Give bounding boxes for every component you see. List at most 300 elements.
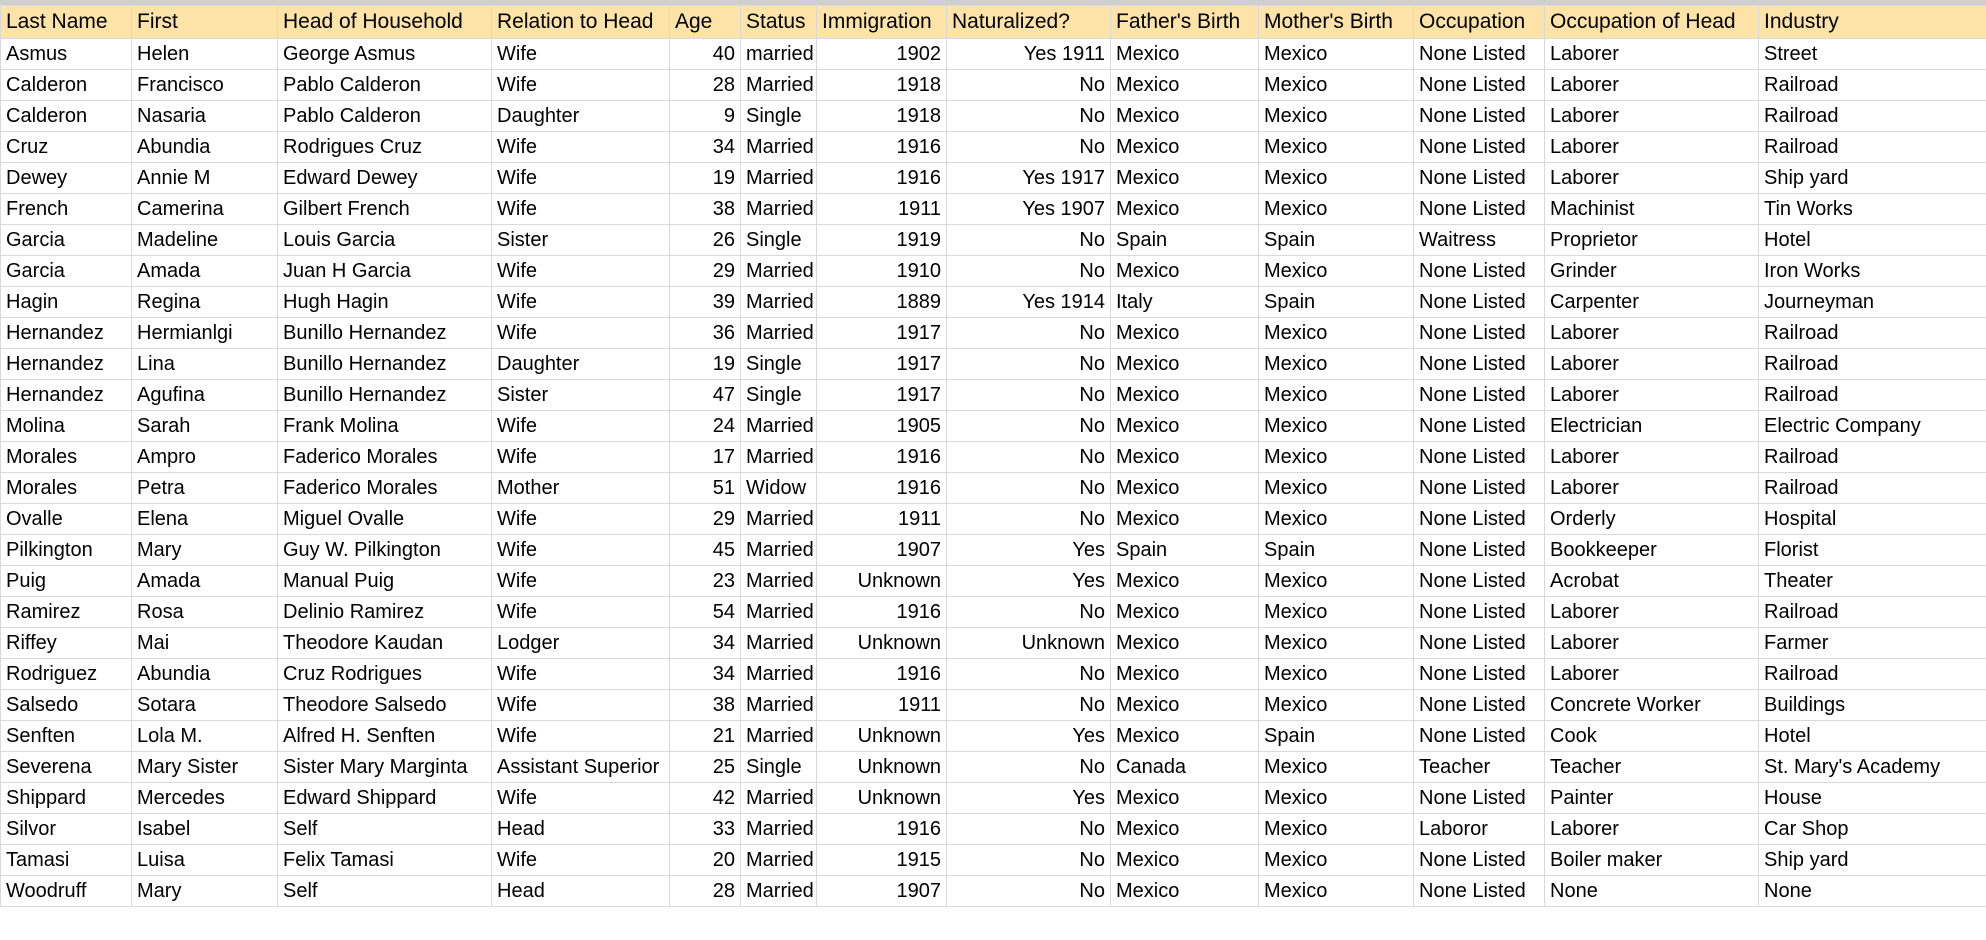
cell-age[interactable]: 34 (670, 132, 741, 163)
cell-first[interactable]: Rosa (132, 597, 278, 628)
cell-occupation[interactable]: None Listed (1414, 845, 1545, 876)
cell-age[interactable]: 9 (670, 101, 741, 132)
cell-occ_head[interactable]: Bookkeeper (1545, 535, 1759, 566)
cell-immigration[interactable]: 1918 (817, 70, 947, 101)
cell-immigration[interactable]: Unknown (817, 566, 947, 597)
cell-naturalized[interactable]: No (947, 318, 1111, 349)
cell-occupation[interactable]: None Listed (1414, 504, 1545, 535)
cell-age[interactable]: 38 (670, 690, 741, 721)
cell-immigration[interactable]: 1910 (817, 256, 947, 287)
cell-last[interactable]: Salsedo (1, 690, 132, 721)
cell-mother[interactable]: Mexico (1259, 504, 1414, 535)
cell-occ_head[interactable]: Laborer (1545, 70, 1759, 101)
cell-first[interactable]: Elena (132, 504, 278, 535)
cell-first[interactable]: Mercedes (132, 783, 278, 814)
cell-naturalized[interactable]: Yes (947, 566, 1111, 597)
cell-mother[interactable]: Mexico (1259, 597, 1414, 628)
cell-status[interactable]: Married (741, 628, 817, 659)
column-header-head[interactable]: Head of Household (278, 6, 492, 39)
cell-immigration[interactable]: Unknown (817, 721, 947, 752)
cell-father[interactable]: Mexico (1111, 783, 1259, 814)
cell-last[interactable]: Hagin (1, 287, 132, 318)
column-header-naturalized[interactable]: Naturalized? (947, 6, 1111, 39)
cell-age[interactable]: 29 (670, 256, 741, 287)
cell-relation[interactable]: Wife (492, 256, 670, 287)
cell-naturalized[interactable]: Yes (947, 535, 1111, 566)
cell-age[interactable]: 40 (670, 39, 741, 70)
cell-industry[interactable]: Car Shop (1759, 814, 1986, 845)
cell-head[interactable]: Edward Dewey (278, 163, 492, 194)
cell-head[interactable]: Manual Puig (278, 566, 492, 597)
cell-head[interactable]: Guy W. Pilkington (278, 535, 492, 566)
cell-naturalized[interactable]: No (947, 845, 1111, 876)
cell-relation[interactable]: Head (492, 876, 670, 907)
cell-status[interactable]: Single (741, 752, 817, 783)
cell-status[interactable]: Married (741, 783, 817, 814)
cell-mother[interactable]: Mexico (1259, 659, 1414, 690)
cell-relation[interactable]: Wife (492, 721, 670, 752)
cell-status[interactable]: Widow (741, 473, 817, 504)
cell-status[interactable]: Single (741, 225, 817, 256)
cell-naturalized[interactable]: No (947, 690, 1111, 721)
cell-first[interactable]: Mary Sister (132, 752, 278, 783)
cell-father[interactable]: Mexico (1111, 504, 1259, 535)
cell-relation[interactable]: Wife (492, 535, 670, 566)
cell-age[interactable]: 33 (670, 814, 741, 845)
cell-naturalized[interactable]: Yes 1914 (947, 287, 1111, 318)
cell-naturalized[interactable]: No (947, 380, 1111, 411)
cell-occ_head[interactable]: Laborer (1545, 318, 1759, 349)
cell-occ_head[interactable]: Laborer (1545, 163, 1759, 194)
cell-status[interactable]: Married (741, 814, 817, 845)
cell-status[interactable]: Married (741, 504, 817, 535)
cell-relation[interactable]: Wife (492, 39, 670, 70)
cell-age[interactable]: 54 (670, 597, 741, 628)
cell-mother[interactable]: Mexico (1259, 349, 1414, 380)
column-header-father[interactable]: Father's Birth (1111, 6, 1259, 39)
cell-age[interactable]: 19 (670, 163, 741, 194)
cell-immigration[interactable]: 1917 (817, 349, 947, 380)
cell-age[interactable]: 20 (670, 845, 741, 876)
cell-last[interactable]: Ramirez (1, 597, 132, 628)
cell-relation[interactable]: Wife (492, 597, 670, 628)
cell-head[interactable]: Frank Molina (278, 411, 492, 442)
cell-naturalized[interactable]: Yes 1917 (947, 163, 1111, 194)
cell-last[interactable]: Asmus (1, 39, 132, 70)
cell-age[interactable]: 42 (670, 783, 741, 814)
cell-father[interactable]: Mexico (1111, 70, 1259, 101)
cell-father[interactable]: Mexico (1111, 349, 1259, 380)
cell-father[interactable]: Mexico (1111, 473, 1259, 504)
cell-first[interactable]: Abundia (132, 132, 278, 163)
cell-occ_head[interactable]: Orderly (1545, 504, 1759, 535)
cell-relation[interactable]: Mother (492, 473, 670, 504)
cell-mother[interactable]: Spain (1259, 287, 1414, 318)
cell-mother[interactable]: Mexico (1259, 194, 1414, 225)
cell-relation[interactable]: Wife (492, 318, 670, 349)
cell-industry[interactable]: Railroad (1759, 101, 1986, 132)
cell-occupation[interactable]: None Listed (1414, 473, 1545, 504)
cell-age[interactable]: 39 (670, 287, 741, 318)
cell-father[interactable]: Mexico (1111, 256, 1259, 287)
cell-occ_head[interactable]: Laborer (1545, 659, 1759, 690)
cell-status[interactable]: married (741, 39, 817, 70)
cell-occ_head[interactable]: Carpenter (1545, 287, 1759, 318)
cell-mother[interactable]: Spain (1259, 721, 1414, 752)
cell-occ_head[interactable]: Acrobat (1545, 566, 1759, 597)
cell-industry[interactable]: Ship yard (1759, 845, 1986, 876)
cell-age[interactable]: 51 (670, 473, 741, 504)
cell-immigration[interactable]: 1902 (817, 39, 947, 70)
cell-status[interactable]: Single (741, 349, 817, 380)
cell-mother[interactable]: Mexico (1259, 473, 1414, 504)
cell-industry[interactable]: Railroad (1759, 442, 1986, 473)
cell-mother[interactable]: Mexico (1259, 814, 1414, 845)
cell-last[interactable]: Shippard (1, 783, 132, 814)
cell-mother[interactable]: Spain (1259, 225, 1414, 256)
cell-head[interactable]: Self (278, 876, 492, 907)
cell-naturalized[interactable]: No (947, 597, 1111, 628)
cell-head[interactable]: George Asmus (278, 39, 492, 70)
cell-status[interactable]: Married (741, 442, 817, 473)
cell-relation[interactable]: Wife (492, 411, 670, 442)
cell-last[interactable]: Hernandez (1, 349, 132, 380)
cell-first[interactable]: Mary (132, 876, 278, 907)
column-header-status[interactable]: Status (741, 6, 817, 39)
cell-father[interactable]: Mexico (1111, 101, 1259, 132)
cell-occupation[interactable]: None Listed (1414, 380, 1545, 411)
cell-father[interactable]: Italy (1111, 287, 1259, 318)
cell-status[interactable]: Married (741, 256, 817, 287)
cell-occupation[interactable]: None Listed (1414, 39, 1545, 70)
cell-last[interactable]: Severena (1, 752, 132, 783)
cell-father[interactable]: Spain (1111, 225, 1259, 256)
cell-father[interactable]: Mexico (1111, 566, 1259, 597)
cell-first[interactable]: Nasaria (132, 101, 278, 132)
cell-occ_head[interactable]: Laborer (1545, 380, 1759, 411)
cell-naturalized[interactable]: No (947, 752, 1111, 783)
cell-industry[interactable]: Railroad (1759, 349, 1986, 380)
cell-immigration[interactable]: 1916 (817, 659, 947, 690)
cell-industry[interactable]: Tin Works (1759, 194, 1986, 225)
cell-immigration[interactable]: 1916 (817, 132, 947, 163)
cell-age[interactable]: 38 (670, 194, 741, 225)
cell-relation[interactable]: Assistant Superior (492, 752, 670, 783)
cell-occupation[interactable]: None Listed (1414, 318, 1545, 349)
cell-head[interactable]: Louis Garcia (278, 225, 492, 256)
cell-head[interactable]: Gilbert French (278, 194, 492, 225)
cell-age[interactable]: 24 (670, 411, 741, 442)
cell-age[interactable]: 45 (670, 535, 741, 566)
cell-status[interactable]: Single (741, 101, 817, 132)
cell-mother[interactable]: Mexico (1259, 411, 1414, 442)
cell-first[interactable]: Lina (132, 349, 278, 380)
cell-naturalized[interactable]: No (947, 876, 1111, 907)
cell-immigration[interactable]: 1907 (817, 876, 947, 907)
cell-last[interactable]: Pilkington (1, 535, 132, 566)
cell-occ_head[interactable]: Boiler maker (1545, 845, 1759, 876)
column-header-occupation[interactable]: Occupation (1414, 6, 1545, 39)
cell-age[interactable]: 29 (670, 504, 741, 535)
cell-last[interactable]: Tamasi (1, 845, 132, 876)
cell-mother[interactable]: Mexico (1259, 845, 1414, 876)
cell-occupation[interactable]: None Listed (1414, 566, 1545, 597)
cell-naturalized[interactable]: No (947, 504, 1111, 535)
cell-status[interactable]: Married (741, 132, 817, 163)
column-header-occ_head[interactable]: Occupation of Head (1545, 6, 1759, 39)
cell-industry[interactable]: Florist (1759, 535, 1986, 566)
cell-occupation[interactable]: None Listed (1414, 597, 1545, 628)
cell-head[interactable]: Alfred H. Senften (278, 721, 492, 752)
cell-industry[interactable]: Railroad (1759, 70, 1986, 101)
cell-father[interactable]: Mexico (1111, 876, 1259, 907)
cell-immigration[interactable]: Unknown (817, 752, 947, 783)
cell-occupation[interactable]: None Listed (1414, 659, 1545, 690)
cell-father[interactable]: Mexico (1111, 132, 1259, 163)
cell-head[interactable]: Miguel Ovalle (278, 504, 492, 535)
cell-relation[interactable]: Wife (492, 287, 670, 318)
cell-last[interactable]: Garcia (1, 225, 132, 256)
cell-status[interactable]: Married (741, 194, 817, 225)
cell-status[interactable]: Married (741, 876, 817, 907)
cell-first[interactable]: Mary (132, 535, 278, 566)
cell-last[interactable]: Silvor (1, 814, 132, 845)
cell-first[interactable]: Mai (132, 628, 278, 659)
cell-first[interactable]: Madeline (132, 225, 278, 256)
cell-industry[interactable]: Ship yard (1759, 163, 1986, 194)
cell-father[interactable]: Mexico (1111, 39, 1259, 70)
cell-head[interactable]: Bunillo Hernandez (278, 349, 492, 380)
cell-status[interactable]: Single (741, 380, 817, 411)
cell-mother[interactable]: Mexico (1259, 39, 1414, 70)
cell-head[interactable]: Delinio Ramirez (278, 597, 492, 628)
cell-naturalized[interactable]: Yes (947, 783, 1111, 814)
cell-status[interactable]: Married (741, 318, 817, 349)
cell-relation[interactable]: Head (492, 814, 670, 845)
cell-naturalized[interactable]: No (947, 70, 1111, 101)
cell-head[interactable]: Cruz Rodrigues (278, 659, 492, 690)
cell-industry[interactable]: Railroad (1759, 473, 1986, 504)
cell-mother[interactable]: Mexico (1259, 101, 1414, 132)
cell-occ_head[interactable]: Proprietor (1545, 225, 1759, 256)
cell-last[interactable]: Calderon (1, 70, 132, 101)
cell-mother[interactable]: Mexico (1259, 70, 1414, 101)
cell-father[interactable]: Mexico (1111, 318, 1259, 349)
cell-occupation[interactable]: None Listed (1414, 411, 1545, 442)
cell-last[interactable]: Rodriguez (1, 659, 132, 690)
cell-occ_head[interactable]: Laborer (1545, 473, 1759, 504)
column-header-mother[interactable]: Mother's Birth (1259, 6, 1414, 39)
cell-age[interactable]: 28 (670, 70, 741, 101)
cell-occ_head[interactable]: Cook (1545, 721, 1759, 752)
cell-head[interactable]: Pablo Calderon (278, 101, 492, 132)
cell-head[interactable]: Faderico Morales (278, 473, 492, 504)
cell-immigration[interactable]: Unknown (817, 783, 947, 814)
cell-head[interactable]: Self (278, 814, 492, 845)
cell-occupation[interactable]: None Listed (1414, 628, 1545, 659)
cell-first[interactable]: Amada (132, 566, 278, 597)
column-header-last[interactable]: Last Name (1, 6, 132, 39)
cell-father[interactable]: Mexico (1111, 411, 1259, 442)
cell-relation[interactable]: Wife (492, 783, 670, 814)
column-header-immigration[interactable]: Immigration (817, 6, 947, 39)
cell-first[interactable]: Petra (132, 473, 278, 504)
cell-occupation[interactable]: None Listed (1414, 442, 1545, 473)
column-header-first[interactable]: First (132, 6, 278, 39)
cell-occ_head[interactable]: Electrician (1545, 411, 1759, 442)
cell-last[interactable]: French (1, 194, 132, 225)
cell-immigration[interactable]: Unknown (817, 628, 947, 659)
cell-industry[interactable]: Farmer (1759, 628, 1986, 659)
cell-relation[interactable]: Wife (492, 194, 670, 225)
column-header-industry[interactable]: Industry (1759, 6, 1986, 39)
cell-occupation[interactable]: None Listed (1414, 721, 1545, 752)
column-header-age[interactable]: Age (670, 6, 741, 39)
cell-age[interactable]: 21 (670, 721, 741, 752)
cell-mother[interactable]: Mexico (1259, 163, 1414, 194)
cell-head[interactable]: Bunillo Hernandez (278, 380, 492, 411)
cell-status[interactable]: Married (741, 411, 817, 442)
cell-relation[interactable]: Wife (492, 566, 670, 597)
cell-occupation[interactable]: None Listed (1414, 287, 1545, 318)
cell-last[interactable]: Hernandez (1, 318, 132, 349)
cell-relation[interactable]: Wife (492, 845, 670, 876)
cell-head[interactable]: Theodore Kaudan (278, 628, 492, 659)
cell-immigration[interactable]: 1917 (817, 380, 947, 411)
cell-last[interactable]: Molina (1, 411, 132, 442)
cell-father[interactable]: Mexico (1111, 380, 1259, 411)
cell-mother[interactable]: Mexico (1259, 783, 1414, 814)
cell-head[interactable]: Rodrigues Cruz (278, 132, 492, 163)
cell-head[interactable]: Bunillo Hernandez (278, 318, 492, 349)
cell-last[interactable]: Morales (1, 442, 132, 473)
cell-first[interactable]: Camerina (132, 194, 278, 225)
cell-immigration[interactable]: 1916 (817, 814, 947, 845)
cell-immigration[interactable]: 1918 (817, 101, 947, 132)
cell-head[interactable]: Pablo Calderon (278, 70, 492, 101)
cell-immigration[interactable]: 1919 (817, 225, 947, 256)
cell-age[interactable]: 47 (670, 380, 741, 411)
cell-occ_head[interactable]: Painter (1545, 783, 1759, 814)
cell-head[interactable]: Juan H Garcia (278, 256, 492, 287)
cell-first[interactable]: Ampro (132, 442, 278, 473)
cell-last[interactable]: Dewey (1, 163, 132, 194)
cell-father[interactable]: Mexico (1111, 442, 1259, 473)
cell-naturalized[interactable]: No (947, 659, 1111, 690)
cell-relation[interactable]: Wife (492, 163, 670, 194)
cell-immigration[interactable]: 1916 (817, 597, 947, 628)
cell-head[interactable]: Hugh Hagin (278, 287, 492, 318)
cell-immigration[interactable]: 1911 (817, 194, 947, 225)
cell-mother[interactable]: Mexico (1259, 876, 1414, 907)
cell-industry[interactable]: Hotel (1759, 721, 1986, 752)
cell-age[interactable]: 19 (670, 349, 741, 380)
cell-age[interactable]: 26 (670, 225, 741, 256)
cell-occupation[interactable]: None Listed (1414, 256, 1545, 287)
cell-relation[interactable]: Wife (492, 132, 670, 163)
cell-occ_head[interactable]: Laborer (1545, 628, 1759, 659)
cell-last[interactable]: Puig (1, 566, 132, 597)
cell-last[interactable]: Ovalle (1, 504, 132, 535)
cell-immigration[interactable]: 1889 (817, 287, 947, 318)
cell-father[interactable]: Canada (1111, 752, 1259, 783)
cell-occupation[interactable]: Teacher (1414, 752, 1545, 783)
cell-immigration[interactable]: 1916 (817, 442, 947, 473)
cell-occ_head[interactable]: Laborer (1545, 814, 1759, 845)
cell-naturalized[interactable]: No (947, 132, 1111, 163)
cell-occupation[interactable]: None Listed (1414, 876, 1545, 907)
cell-relation[interactable]: Wife (492, 690, 670, 721)
cell-first[interactable]: Regina (132, 287, 278, 318)
cell-occupation[interactable]: None Listed (1414, 535, 1545, 566)
cell-age[interactable]: 34 (670, 628, 741, 659)
cell-occupation[interactable]: Laboror (1414, 814, 1545, 845)
cell-relation[interactable]: Daughter (492, 349, 670, 380)
cell-industry[interactable]: Iron Works (1759, 256, 1986, 287)
cell-naturalized[interactable]: No (947, 349, 1111, 380)
cell-age[interactable]: 23 (670, 566, 741, 597)
cell-father[interactable]: Mexico (1111, 163, 1259, 194)
cell-last[interactable]: Senften (1, 721, 132, 752)
cell-relation[interactable]: Lodger (492, 628, 670, 659)
cell-industry[interactable]: Buildings (1759, 690, 1986, 721)
cell-first[interactable]: Sarah (132, 411, 278, 442)
cell-head[interactable]: Felix Tamasi (278, 845, 492, 876)
cell-industry[interactable]: St. Mary's Academy (1759, 752, 1986, 783)
cell-mother[interactable]: Mexico (1259, 752, 1414, 783)
cell-head[interactable]: Faderico Morales (278, 442, 492, 473)
cell-father[interactable]: Mexico (1111, 628, 1259, 659)
cell-occ_head[interactable]: Machinist (1545, 194, 1759, 225)
cell-occ_head[interactable]: None (1545, 876, 1759, 907)
cell-age[interactable]: 25 (670, 752, 741, 783)
cell-relation[interactable]: Wife (492, 442, 670, 473)
cell-immigration[interactable]: 1905 (817, 411, 947, 442)
cell-relation[interactable]: Wife (492, 659, 670, 690)
cell-industry[interactable]: Journeyman (1759, 287, 1986, 318)
cell-father[interactable]: Mexico (1111, 194, 1259, 225)
cell-status[interactable]: Married (741, 163, 817, 194)
cell-immigration[interactable]: 1911 (817, 504, 947, 535)
cell-father[interactable]: Mexico (1111, 690, 1259, 721)
cell-occupation[interactable]: None Listed (1414, 349, 1545, 380)
cell-industry[interactable]: Hospital (1759, 504, 1986, 535)
cell-occupation[interactable]: None Listed (1414, 194, 1545, 225)
cell-occupation[interactable]: None Listed (1414, 163, 1545, 194)
cell-occ_head[interactable]: Grinder (1545, 256, 1759, 287)
cell-industry[interactable]: Electric Company (1759, 411, 1986, 442)
cell-immigration[interactable]: 1916 (817, 473, 947, 504)
cell-industry[interactable]: Railroad (1759, 380, 1986, 411)
cell-naturalized[interactable]: Yes (947, 721, 1111, 752)
cell-last[interactable]: Woodruff (1, 876, 132, 907)
cell-first[interactable]: Luisa (132, 845, 278, 876)
cell-naturalized[interactable]: No (947, 442, 1111, 473)
cell-first[interactable]: Isabel (132, 814, 278, 845)
cell-industry[interactable]: Railroad (1759, 659, 1986, 690)
cell-age[interactable]: 36 (670, 318, 741, 349)
cell-head[interactable]: Edward Shippard (278, 783, 492, 814)
cell-mother[interactable]: Mexico (1259, 628, 1414, 659)
cell-naturalized[interactable]: No (947, 814, 1111, 845)
cell-industry[interactable]: Street (1759, 39, 1986, 70)
cell-father[interactable]: Mexico (1111, 721, 1259, 752)
cell-mother[interactable]: Mexico (1259, 442, 1414, 473)
cell-last[interactable]: Riffey (1, 628, 132, 659)
cell-status[interactable]: Married (741, 535, 817, 566)
cell-immigration[interactable]: 1915 (817, 845, 947, 876)
cell-occ_head[interactable]: Laborer (1545, 101, 1759, 132)
